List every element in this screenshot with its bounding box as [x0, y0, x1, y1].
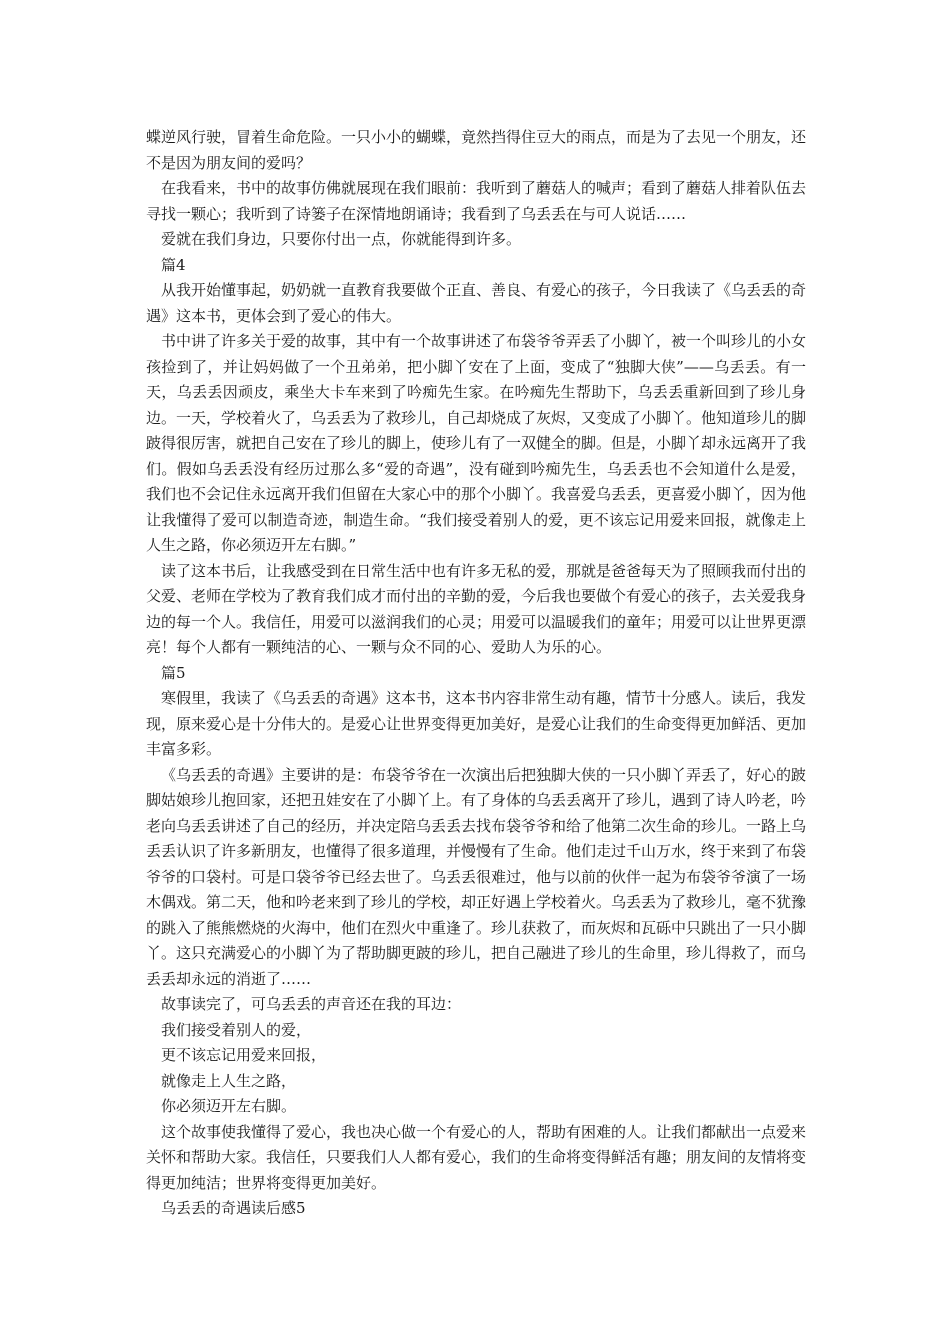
paragraph: 书中讲了许多关于爱的故事，其中有一个故事讲述了布袋爷爷弄丢了小脚丫，被一个叫珍儿的小女孩捡到了，并让妈妈做了一个丑弟弟，把小脚丫安在了上面，变成了“独脚大侠”——乌丢丢。有一天，乌丢丢因顽皮，乘坐大卡车来到了吟痴先生家。在吟痴先生帮助下，乌丢丢重新回到了珍儿身边。一天，学校着火了，乌丢丢为了救珍儿，自己却烧成了灰烬，又变成了小脚丫。他知道珍儿的脚跛得很厉害，就把自己安在了珍儿的脚上，使珍儿有了一双健全的脚。但是，小脚丫却永远离开了我们。假如乌丢丢没有经历过那么多“爱的奇遇”，没有碰到吟痴先生，乌丢丢也不会知道什么是爱，我们也不会记住永远离开我们但留在大家心中的那个小脚丫。我喜爱乌丢丢，更喜爱小脚丫，因为他让我懂得了爱可以制造奇迹，制造生命。“我们接受着别人的爱，更不该忘记用爱来回报，就像走上人生之路，你必须迈开左右脚。” — [146, 332, 807, 554]
paragraph: 蝶逆风行驶，冒着生命危险。一只小小的蝴蝶，竟然挡得住豆大的雨点，而是为了去见一个朋友，还不是因为朋友间的爱吗？ — [146, 128, 807, 172]
paragraph: 《乌丢丢的奇遇》主要讲的是：布袋爷爷在一次演出后把独脚大侠的一只小脚丫弄丢了，好心的跛脚姑娘珍儿抱回家，还把丑娃安在了小脚丫上。有了身体的乌丢丢离开了珍儿，遇到了诗人吟老，吟老向乌丢丢讲述了自己的经历，并决定陪乌丢丢去找布袋爷爷和给了他第二次生命的珍儿。一路上乌丢丢认识了许多新朋友，也懂得了很多道理，并慢慢有了生命。他们走过千山万水，终于来到了布袋爷爷的口袋村。可是口袋爷爷已经去世了。乌丢丢很难过，他与以前的伙伴一起为布袋爷爷演了一场木偶戏。第二天，他和吟老来到了珍儿的学校，却正好遇上学校着火。乌丢丢为了救珍儿，毫不犹豫的跳入了熊熊燃烧的火海中，他们在烈火中重逢了。珍儿获救了，而灰烬和瓦砾中只跳出了一只小脚丫。这只充满爱心的小脚丫为了帮助脚更跛的珍儿，把自己融进了珍儿的生命里，珍儿得救了，而乌丢丢却永远的消逝了…… — [146, 765, 807, 988]
verse-line: 就像走上人生之路， — [161, 1071, 297, 1090]
section-heading: 篇4 — [161, 255, 186, 274]
paragraph: 寒假里，我读了《乌丢丢的奇遇》这本书，这本书内容非常生动有趣，情节十分感人。读后，我发现，原来爱心是十分伟大的。是爱心让世界变得更加美好，是爱心让我们的生命变得更加鲜活、更加丰富多彩。 — [146, 689, 807, 758]
section-heading: 篇5 — [161, 663, 186, 682]
verse-line: 我们接受着别人的爱， — [161, 1020, 312, 1039]
paragraph: 在我看来，书中的故事仿佛就展现在我们眼前：我听到了蘑菇人的喊声；看到了蘑菇人排着队伍去寻找一颗心；我听到了诗篓子在深情地朗诵诗；我看到了乌丢丢在与可人说话…… — [146, 179, 807, 223]
document-body — [146, 125, 806, 1222]
paragraph: 这个故事使我懂得了爱心，我也决心做一个有爱心的人，帮助有困难的人。让我们都献出一点爱来关怀和帮助大家。我信任，只要我们人人都有爱心，我们的生命将变得鲜活有趣；朋友间的友情将变得更加纯洁；世界将变得更加美好。 — [146, 1122, 807, 1192]
paragraph: 从我开始懂事起，奶奶就一直教育我要做个正直、善良、有爱心的孩子，今日我读了《乌丢丢的奇遇》这本书，更体会到了爱心的伟大。 — [146, 281, 807, 325]
paragraph: 读了这本书后，让我感受到在日常生活中也有许多无私的爱，那就是爸爸每天为了照顾我而付出的父爱、老师在学校为了教育我们成才而付出的辛勤的爱，今后我也要做个有爱心的孩子，去关爱我身边的每一个人。我信任，用爱可以滋润我们的心灵；用爱可以温暖我们的童年；用爱可以让世界更漂亮！每个人都有一颗纯洁的心、一颗与众不同的心、爱助人为乐的心。 — [146, 561, 807, 656]
verse-line: 更不该忘记用爱来回报， — [161, 1046, 327, 1064]
paragraph: 故事读完了，可乌丢丢的声音还在我的耳边： — [161, 995, 462, 1013]
verse-line: 你必须迈开左右脚。 — [161, 1097, 297, 1115]
paragraph: 爱就在我们身边，只要你付出一点，你就能得到许多。 — [161, 230, 522, 248]
section-heading: 乌丢丢的奇遇读后感5 — [161, 1199, 306, 1217]
